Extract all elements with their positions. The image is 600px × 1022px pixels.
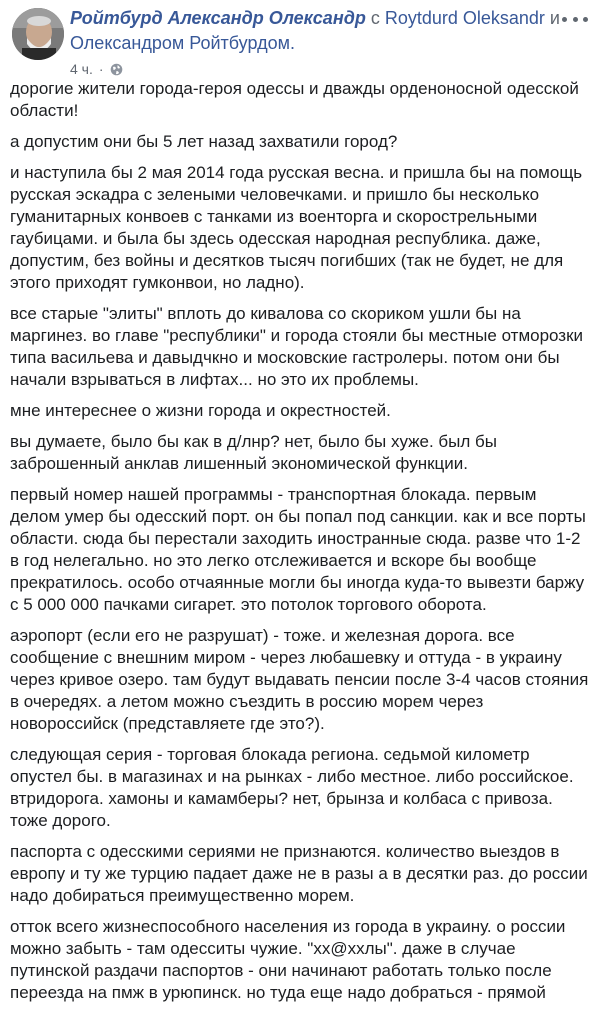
post-paragraph: аэропорт (если его не разрушат) - тоже. и железная дорога. все сообщение с внешним миром - через любашевку и оттуда - в украину через кривое озеро. там будут выдавать пенсии после 3-4 часов стояния в очередях. а летом можно съездить в россию морем через новороссийск (представляете где это?).	[10, 626, 589, 733]
post-paragraph: следующая серия - торговая блокада региона. седьмой километр опустел бы. в магазинах и на рынках - либо местное. либо российское. втридорога. хамоны и камамберы? нет, брынза и колбаса с привоза. тоже дорого.	[10, 745, 574, 830]
post-paragraph: и наступила бы 2 мая 2014 года русская весна. и пришла бы на помощь русская эскадра с зелеными человечками. и пришло бы несколько гуманитарных конвоев с танками из военторга и скорострельными гаубицами. и была бы здесь одесская народная республика. даже, допустим, без войны и десятков тысяч погибших (так не будет, не для этого приходят гумконвои, но ладно).	[10, 163, 583, 292]
post-paragraph: а допустим они бы 5 лет назад захватили город?	[10, 132, 398, 151]
post-meta	[70, 6, 560, 77]
post-paragraph: дорогие жители города-героя одессы и дважды орденоносной одесской области!	[10, 79, 579, 120]
post-paragraph: первый номер нашей программы - транспортная блокада. первым делом умер бы одесский порт. он бы попал под санкции. как и все порты области. сюда бы перестали заходить иностранные сюда. разве что 1-2 в год нелегально. но это легко отслеживается и вскоре бы вообще прекратилось. особо отчаянные могли бы иногда куда-то вывезти баржу с 5 000 000 пачками сигарет. это потолок торгового оборота.	[10, 485, 586, 614]
globe-icon[interactable]	[110, 63, 123, 76]
with-text: с	[365, 8, 385, 28]
conjunction-text: и	[544, 8, 560, 28]
post-timestamp-row	[70, 61, 560, 77]
post-paragraph: все старые "элиты" вплоть до кивалова со скориком ушли бы на маргинез. во главе "республики" и города стояли бы местные отморозки типа васильева и давыдчкно и московские гастролеры. потом они бы начали взрываться в лифтах... но это их проблемы.	[10, 304, 584, 389]
post-paragraph: мне интереснее о жизни города и окрестностей.	[10, 401, 391, 420]
post-body	[10, 78, 590, 1013]
post-timestamp[interactable]: 4 ч.	[70, 61, 93, 77]
post-paragraph: отток всего жизнеспособного населения из города в украину. о россии можно забыть - там одесситы чужие. "хх@ххлы". даже в случае путинской раздачи паспортов - они начинают работать только после переезда на пмж в урюпинск. но туда еще надо добраться - прямой	[10, 917, 566, 1002]
separator-dot: ·	[98, 61, 104, 77]
author-name-link[interactable]: Ройтбурд Александр Олександр	[70, 8, 366, 28]
post-paragraph: вы думаете, было бы как в д/лнр? нет, было бы хуже. был бы заброшенный анклав лишенный экономической функции.	[10, 432, 497, 473]
author-line	[70, 6, 560, 56]
post-header	[12, 6, 588, 77]
options-dot	[562, 17, 567, 22]
more-options-icon[interactable]	[562, 12, 588, 26]
avatar-image	[12, 8, 64, 60]
tagged-user-1-link[interactable]: Roytdurd Oleksandr	[384, 8, 545, 28]
options-dot	[583, 17, 588, 22]
post-paragraph: паспорта с одесскими сериями не признаются. количество выездов в европу и ту же турцию падает даже не в разы а в десятки раз. до россии надо добираться преимущественно морем.	[10, 842, 588, 905]
tagged-user-2-link[interactable]: Олександром Ройтбурдом.	[70, 33, 295, 53]
options-dot	[573, 17, 578, 22]
author-avatar[interactable]	[12, 8, 64, 60]
